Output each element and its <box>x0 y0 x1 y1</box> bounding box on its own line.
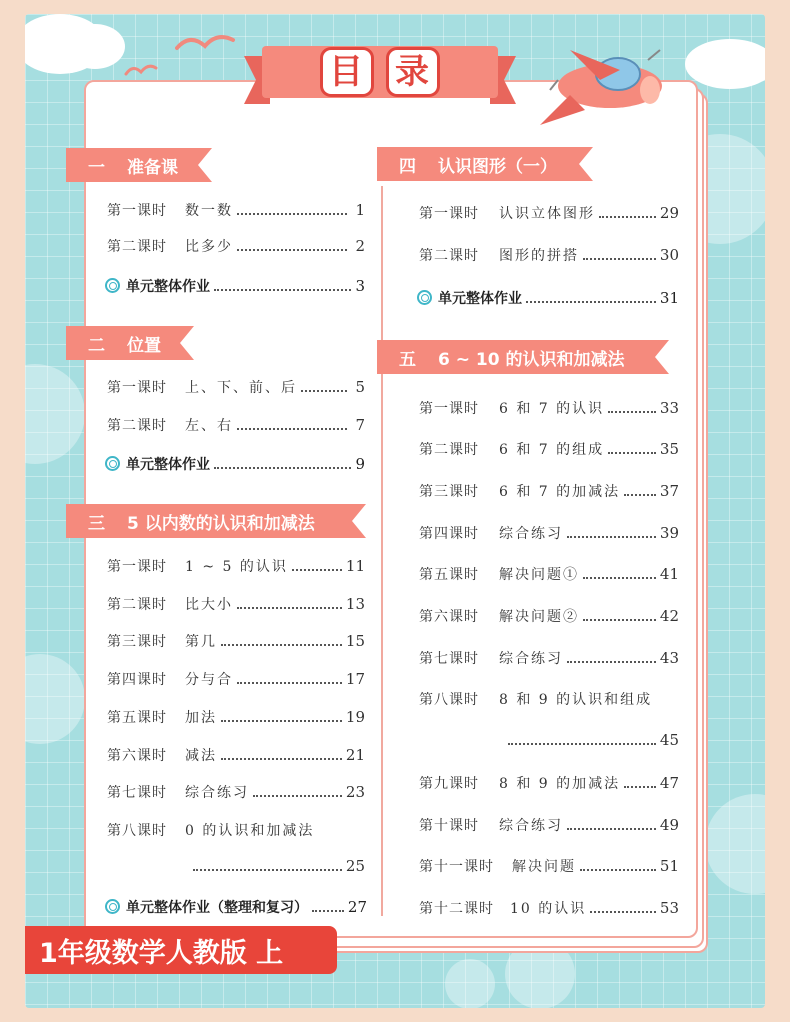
page-number: 15 <box>345 632 365 650</box>
section-title: 认识图形（一） <box>438 156 557 177</box>
page-number: 11 <box>345 557 365 575</box>
page-number: 35 <box>659 440 679 458</box>
leader-dots <box>312 910 344 912</box>
page-number: 45 <box>659 731 679 749</box>
lesson-label: 第七课时 <box>419 651 479 667</box>
section-number: 四 <box>399 156 416 177</box>
lesson-label: 第二课时 <box>107 239 167 255</box>
leader-dots <box>301 390 347 392</box>
lesson-label: 第五课时 <box>419 567 479 583</box>
lesson-label: 第二课时 <box>107 597 167 613</box>
leader-dots <box>193 869 342 871</box>
toc-entry[interactable] <box>419 689 679 709</box>
toc-entry[interactable] <box>419 245 679 265</box>
airplane-icon <box>530 40 670 130</box>
lesson-topic: 上、下、前、后 <box>185 380 297 396</box>
lesson-label: 第十二课时 <box>419 901 494 917</box>
lesson-topic: 数一数 <box>185 203 233 219</box>
toc-entry[interactable] <box>107 707 365 727</box>
section-header-4 <box>377 147 593 181</box>
lesson-topic: 8 和 9 的加减法 <box>499 776 621 792</box>
toc-entry[interactable] <box>419 398 679 418</box>
section-number: 五 <box>399 349 416 370</box>
lesson-topic: 6 和 7 的组成 <box>499 442 605 458</box>
leader-dots <box>624 786 656 788</box>
toc-entry[interactable] <box>419 606 679 626</box>
lesson-topic: 6 和 7 的加减法 <box>499 484 621 500</box>
section-header-2 <box>66 326 194 360</box>
toc-entry[interactable] <box>107 415 365 435</box>
page-number: 51 <box>659 857 679 875</box>
page-number: 30 <box>659 246 679 264</box>
page-number: 43 <box>659 649 679 667</box>
toc-entry[interactable] <box>419 898 679 918</box>
lesson-label: 第一课时 <box>107 380 167 396</box>
toc-entry[interactable] <box>419 564 679 584</box>
leader-dots <box>221 758 342 760</box>
bird-icon <box>175 28 235 58</box>
cloud-decoration <box>685 39 765 89</box>
leader-dots <box>221 644 342 646</box>
toc-entry[interactable] <box>107 782 365 802</box>
lesson-topic: 图形的拼搭 <box>499 248 579 264</box>
lesson-topic: 8 和 9 的认识和组成 <box>499 692 653 708</box>
lesson-label: 第五课时 <box>107 710 167 726</box>
lesson-label: 第四课时 <box>419 526 479 542</box>
leader-dots <box>583 619 656 621</box>
lesson-label: 第三课时 <box>419 484 479 500</box>
page-number: 37 <box>659 482 679 500</box>
lesson-topic: 1 ~ 5 的认识 <box>185 559 288 575</box>
ring-icon <box>417 290 432 305</box>
lesson-label: 第六课时 <box>107 748 167 764</box>
leader-dots <box>237 213 347 215</box>
leader-dots <box>237 607 342 609</box>
toc-entry[interactable] <box>107 820 365 840</box>
unit-label: 单元整体作业（整理和复习） <box>126 900 308 916</box>
page-number: 13 <box>345 595 365 613</box>
lesson-topic: 6 和 7 的认识 <box>499 401 605 417</box>
lesson-topic: 综合练习 <box>499 651 563 667</box>
unit-assignment[interactable] <box>105 276 365 296</box>
lesson-label: 第十课时 <box>419 818 479 834</box>
page-number: 42 <box>659 607 679 625</box>
lesson-label: 第一课时 <box>419 401 479 417</box>
leader-dots <box>214 289 351 291</box>
lesson-topic: 减法 <box>185 748 217 764</box>
lesson-topic: 0 的认识和加减法 <box>185 823 315 839</box>
lesson-topic: 综合练习 <box>499 818 563 834</box>
lesson-label: 第九课时 <box>419 776 479 792</box>
leader-dots <box>221 720 342 722</box>
page-number: 7 <box>355 416 365 434</box>
toc-entry[interactable] <box>419 523 679 543</box>
page-number: 29 <box>659 204 679 222</box>
lesson-topic: 加法 <box>185 710 217 726</box>
lesson-topic: 解决问题① <box>499 567 579 583</box>
lesson-topic: 解决问题 <box>512 859 576 875</box>
toc-entry[interactable] <box>419 648 679 668</box>
lesson-topic: 比多少 <box>185 239 233 255</box>
page-number: 41 <box>659 565 679 583</box>
ring-icon <box>105 456 120 471</box>
section-title: 5 以内数的认识和加减法 <box>127 513 315 534</box>
leader-dots <box>624 494 656 496</box>
toc-entry[interactable] <box>419 481 679 501</box>
lesson-label: 第二课时 <box>107 418 167 434</box>
lesson-label: 第二课时 <box>419 248 479 264</box>
section-title: 6 ~ 10 的认识和加减法 <box>438 349 625 370</box>
leader-dots <box>237 249 347 251</box>
lesson-topic: 认识立体图形 <box>499 206 595 222</box>
leader-dots <box>590 911 656 913</box>
page-number: 49 <box>659 816 679 834</box>
leader-dots <box>214 467 351 469</box>
bird-icon <box>124 60 158 80</box>
page-number: 23 <box>345 783 365 801</box>
section-number: 二 <box>88 335 105 356</box>
toc-entry-continuation[interactable] <box>508 731 679 749</box>
toc-entry[interactable] <box>419 856 679 876</box>
unit-label: 单元整体作业 <box>126 279 210 295</box>
toc-entry[interactable] <box>107 669 365 689</box>
lesson-topic: 第几 <box>185 634 217 650</box>
page-number: 33 <box>659 399 679 417</box>
section-title: 位置 <box>127 335 161 356</box>
page-number: 9 <box>355 455 365 473</box>
page-number: 47 <box>659 774 679 792</box>
lesson-label: 第四课时 <box>107 672 167 688</box>
title-ribbon <box>244 42 516 114</box>
page-number: 25 <box>345 857 365 875</box>
lesson-topic: 左、右 <box>185 418 233 434</box>
bubble-decoration <box>705 794 765 894</box>
toc-entry[interactable] <box>107 377 365 397</box>
lesson-topic: 分与合 <box>185 672 233 688</box>
title-char: 目 <box>323 50 371 94</box>
title-char: 录 <box>389 50 437 94</box>
toc-entry-continuation[interactable] <box>193 857 365 875</box>
page-number: 17 <box>345 670 365 688</box>
section-title: 准备课 <box>127 157 178 178</box>
toc-entry[interactable] <box>107 200 365 220</box>
toc-entry[interactable] <box>107 236 365 256</box>
page-number: 1 <box>355 201 365 219</box>
section-number: 一 <box>88 157 105 178</box>
toc-entry[interactable] <box>419 773 679 793</box>
leader-dots <box>237 682 342 684</box>
lesson-label: 第八课时 <box>419 692 479 708</box>
leader-dots <box>237 428 347 430</box>
lesson-label: 第二课时 <box>419 442 479 458</box>
leader-dots <box>508 743 656 745</box>
toc-entry[interactable] <box>107 745 365 765</box>
leader-dots <box>292 569 342 571</box>
section-header-5 <box>377 340 669 374</box>
page-number: 21 <box>345 746 365 764</box>
unit-label: 单元整体作业 <box>438 291 522 307</box>
unit-assignment[interactable] <box>105 454 365 474</box>
toc-entry[interactable] <box>419 815 679 835</box>
grade-banner: 1年级数学人教版 上 <box>25 926 337 974</box>
column-divider <box>381 186 383 916</box>
lesson-topic: 解决问题② <box>499 609 579 625</box>
page-number: 5 <box>355 378 365 396</box>
leader-dots <box>608 452 656 454</box>
lesson-label: 第一课时 <box>419 206 479 222</box>
lesson-label: 第三课时 <box>107 634 167 650</box>
bubble-decoration <box>25 654 85 744</box>
leader-dots <box>580 869 656 871</box>
page-number: 2 <box>355 237 365 255</box>
cloud-decoration <box>65 24 125 69</box>
toc-entry[interactable] <box>419 439 679 459</box>
section-header-1 <box>66 148 212 182</box>
lesson-topic: 10 的认识 <box>510 901 587 917</box>
toc-entry[interactable] <box>107 556 365 576</box>
leader-dots <box>599 216 656 218</box>
page-number: 3 <box>355 277 365 295</box>
bubble-decoration <box>445 959 495 1008</box>
lesson-label: 第八课时 <box>107 823 167 839</box>
leader-dots <box>583 577 656 579</box>
lesson-label: 第十一课时 <box>419 859 494 875</box>
unit-assignment[interactable] <box>417 288 679 308</box>
toc-entry[interactable] <box>107 631 365 651</box>
ring-icon <box>105 899 120 914</box>
page-number: 31 <box>659 289 679 307</box>
page-number: 19 <box>345 708 365 726</box>
leader-dots <box>526 301 656 303</box>
lesson-topic: 综合练习 <box>185 785 249 801</box>
bubble-decoration <box>25 364 85 464</box>
page-title <box>244 42 516 102</box>
section-header-3 <box>66 504 366 538</box>
lesson-label: 第六课时 <box>419 609 479 625</box>
leader-dots <box>583 258 656 260</box>
lesson-label: 第一课时 <box>107 203 167 219</box>
unit-assignment[interactable] <box>105 897 367 917</box>
page-number: 27 <box>347 898 367 916</box>
toc-entry[interactable] <box>107 594 365 614</box>
lesson-label: 第一课时 <box>107 559 167 575</box>
lesson-topic: 比大小 <box>185 597 233 613</box>
leader-dots <box>253 795 342 797</box>
ring-icon <box>105 278 120 293</box>
toc-entry[interactable] <box>419 203 679 223</box>
unit-label: 单元整体作业 <box>126 457 210 473</box>
leader-dots <box>567 828 656 830</box>
section-number: 三 <box>88 513 105 534</box>
leader-dots <box>608 411 656 413</box>
page-number: 39 <box>659 524 679 542</box>
lesson-topic: 综合练习 <box>499 526 563 542</box>
leader-dots <box>567 536 656 538</box>
leader-dots <box>567 661 656 663</box>
lesson-label: 第七课时 <box>107 785 167 801</box>
page-number: 53 <box>659 899 679 917</box>
